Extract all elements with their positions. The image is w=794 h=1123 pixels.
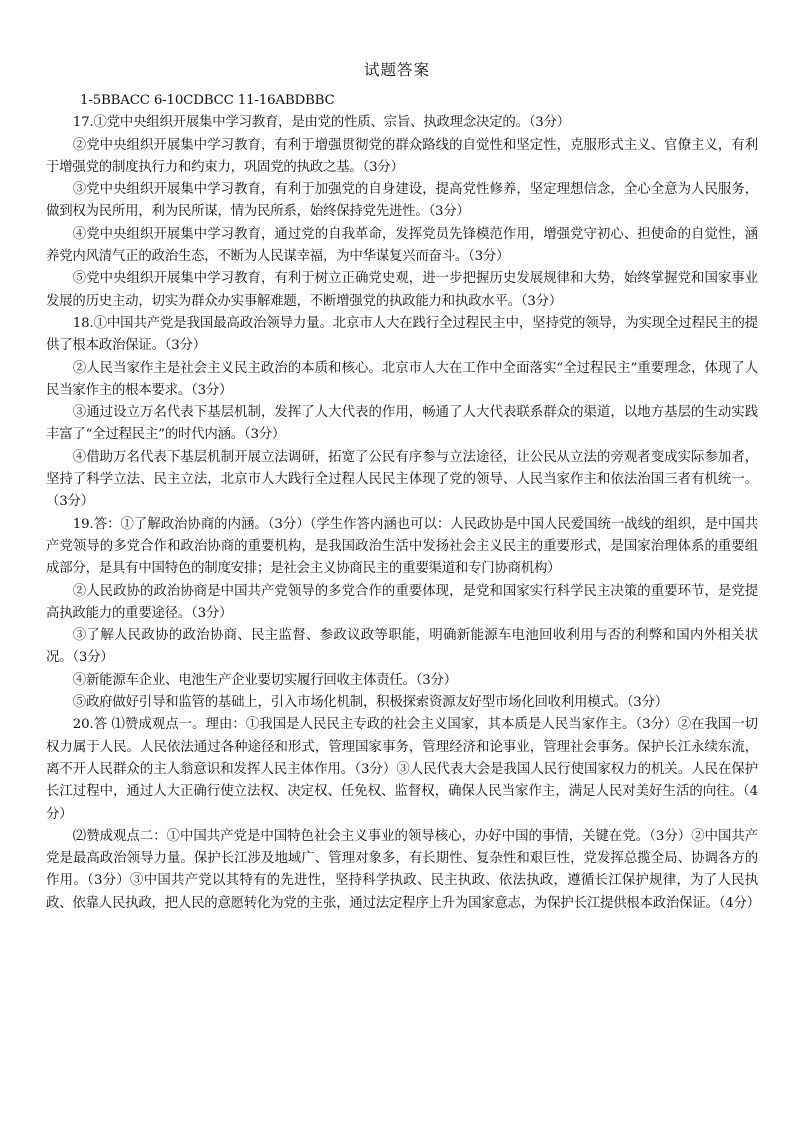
answer-paragraph-q19-4: ④新能源车企业、电池生产企业要切实履行回收主体责任。（3分）	[72, 672, 457, 688]
multiple-choice-answers: 1-5BBACC 6-10CDBCC 11-16ABDBBC	[80, 93, 335, 108]
answer-paragraph-q18-1: 18.①中国共产党是我国最高政治领导力量。北京市人大在践行全过程民主中，坚持党的领导，为实现全过程民主的提供了根本政治保证。（3分）	[46, 315, 758, 354]
answer-paragraph-q19-1: 19.答：①了解政治协商的内涵。（3分）（学生作答内涵也可以：人民政协是中国人民爱国统一战线的组织，是中国共产党领导的多党合作和政治协商的重要机构，是我国政治生活中发扬社会主义民主的重要形式，是国家治理体系的重要组成部分，是具有中国特色的制度安排；是社会主义协商民主的重要渠道和专门协商机构）	[46, 516, 758, 577]
answer-paragraph-q19-3: ③了解人民政协的政治协商、民主监督、参政议政等职能，明确新能源车电池回收利用与否的利弊和国内外相关状况。（3分）	[46, 628, 758, 666]
answer-paragraph-q17-4: ④党中央组织开展集中学习教育，通过党的自我革命，发挥党员先锋模范作用，增强党守初心、担使命的自觉性，涵养党内风清气正的政治生态，不断为人民谋幸福，为中华谋复兴而奋斗。（3分）	[46, 226, 758, 265]
answer-paragraph-q17-5: ⑤党中央组织开展集中学习教育，有利于树立正确党史观，进一步把握历史发展规律和大势，始终掌握党和国家事业发展的历史主动，切实为群众办实事解难题，不断增强党的执政能力和执政水平。（3分）	[46, 271, 758, 309]
answer-paragraph-q18-2: ②人民当家作主是社会主义民主政治的本质和核心。北京市人大在工作中全面落实“全过程民主”重要理念，体现了人民当家作主的根本要求。（3分）	[46, 360, 758, 398]
page-title: 试题答案	[363, 61, 430, 79]
answer-paragraph-q18-4: ④借助万名代表下基层机制开展立法调研，拓宽了公民有序参与立法途径，让公民从立法的旁观者变成实际参加者，坚持了科学立法、民主立法，北京市人大践行全过程人民民主体现了党的领导、人民当家作主和依法治国三者有机统一。（3分）	[46, 449, 758, 510]
answer-paragraph-q19-2: ②人民政协的政治协商是中国共产党领导的多党合作的重要体现，是党和国家实行科学民主决策的重要环节，是党提高执政能力的重要途径。（3分）	[46, 583, 758, 621]
answer-paragraph-q18-3: ③通过设立万名代表下基层机制，发挥了人大代表的作用，畅通了人大代表联系群众的渠道，以地方基层的生动实践丰富了“全过程民主”的时代内涵。（3分）	[46, 405, 758, 443]
answer-paragraph-q19-5: ⑤政府做好引导和监管的基础上，引入市场化机制，积极探索资源友好型市场化回收利用模式。（3分）	[72, 695, 668, 711]
answer-paragraph-q20-1: 20.答 ⑴赞成观点一。理由：①我国是人民民主专政的社会主义国家，其本质是人民当家作主。（3分）②在我国一切权力属于人民。人民依法通过各种途径和形式，管理国家事务，管理经济和论事业，管理社会事务。保护长江永续东流，离不开人民群众的主人翁意识和发挥人民主体作用。（3分）③人民代表大会是我国人民行使国家权力的机关。人民在保护长江过程中，通过人大正确行使立法权、决定权、任免权、监督权，确保人民当家作主，满足人民对美好生活的向往。（4分）	[46, 717, 758, 822]
answer-paragraph-q17-3: ③党中央组织开展集中学习教育，有利于加强党的自身建设，提高党性修养，坚定理想信念，全心全意为人民服务，做到权为民所用，利为民所谋，情为民所系，始终保持党先进性。（3分）	[46, 182, 758, 220]
answer-paragraph-q17-2: ②党中央组织开展集中学习教育，有利于增强贯彻党的群众路线的自觉性和坚定性，克服形式主义、官僚主义，有利于增强党的制度执行力和约束力，巩固党的执政之基。（3分）	[46, 137, 758, 175]
answer-paragraph-q20-2: ⑵赞成观点二：①中国共产党是中国特色社会主义事业的领导核心，办好中国的事情，关键在党。（3分）②中国共产党是最高政治领导力量。保护长江涉及地域广、管理对象多，有长期性、复杂性和艰巨性，党发挥总揽全局、协调各方的作用。（3分）③中国共产党以其特有的先进性，坚持科学执政、民主执政、依法执政，遵循长江保护规律，为了人民执政、依靠人民执政，把人民的意愿转化为党的主张，通过法定程序上升为国家意志，为保护长江提供根本政治保证。（4分）	[46, 828, 760, 911]
answer-content	[46, 90, 758, 915]
answer-paragraph-q17-1: 17.①党中央组织开展集中学习教育，是由党的性质、宗旨、执政理念决定的。（3分）	[72, 115, 570, 131]
